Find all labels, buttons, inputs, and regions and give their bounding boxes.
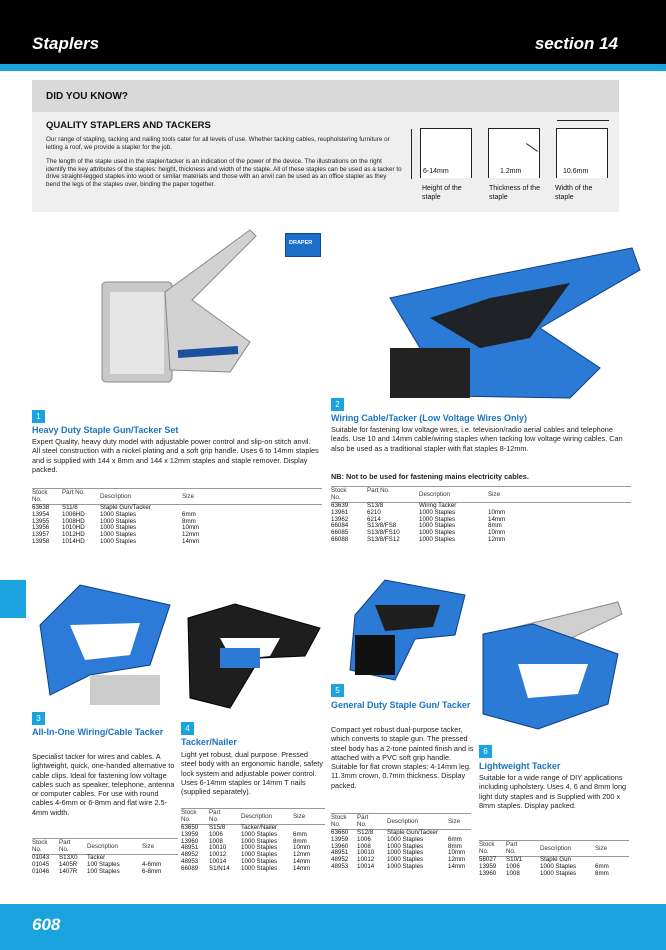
- col-description: Description: [241, 813, 272, 820]
- product-6-table: [479, 840, 629, 877]
- draper-expert-logo: [285, 233, 321, 257]
- col-stock: Stock No.: [479, 841, 495, 855]
- table-row: 13959 1006 1000 Staples 6mm: [331, 835, 462, 843]
- staple-height-caption: Height of the staple: [422, 185, 462, 201]
- col-description: Description: [87, 843, 118, 850]
- table-header: [181, 809, 325, 825]
- product-1-table: [32, 488, 322, 546]
- staple-height-value: 6-14mm: [423, 168, 449, 175]
- table-row: 66085 S13/8/FS10 1000 Staples 10mm: [331, 529, 506, 537]
- col-description: Description: [540, 845, 571, 852]
- table-row: 13954 1006HD 1000 Staples 6mm: [32, 510, 196, 518]
- product-2-table: [331, 486, 631, 544]
- general-duty-staple-gun-image: [345, 575, 475, 685]
- table-row: 48953 10014 1000 Staples 14mm: [331, 862, 466, 870]
- table-header: [32, 489, 322, 505]
- product-6-description: Suitable for a wide range of DIY applications including upholstery. Uses 4, 6 and 8mm long light duty staples and is Supplied with 200 x 8mm staples. Display packed.: [479, 773, 627, 810]
- col-size: Size: [293, 813, 306, 820]
- table-row: 63638 S11/8 Staple Gun/Tacker: [32, 504, 151, 511]
- col-stock: Stock No.: [331, 814, 347, 828]
- tacker-nailer-image: [180, 598, 330, 718]
- table-row: 13960 1008 1000 Staples 8mm: [479, 869, 609, 877]
- table-row: 48953 10014 1000 Staples 14mm: [181, 857, 311, 865]
- col-part: Part No.: [357, 814, 369, 828]
- staple-width-caption: Width of the staple: [555, 185, 593, 201]
- product-5-title: General Duty Staple Gun/ Tacker: [331, 700, 471, 710]
- table-header: [479, 841, 629, 857]
- staple-thickness-caption: Thickness of the staple: [489, 185, 540, 201]
- col-part: Part No.: [506, 841, 518, 855]
- section-label: section 14: [534, 34, 618, 53]
- product-2-note: NB: Not to be used for fastening mains electricity cables.: [331, 472, 529, 481]
- page-number: 608: [32, 915, 61, 934]
- table-row: 48952 10012 1000 Staples 12mm: [331, 856, 466, 864]
- table-row: 13957 1012HD 1000 Staples 12mm: [32, 531, 200, 539]
- table-header: [331, 814, 471, 830]
- quality-heading: QUALITY STAPLERS AND TACKERS: [46, 120, 211, 131]
- col-description: Description: [387, 818, 418, 825]
- col-size: Size: [182, 493, 195, 500]
- product-1-number: 1: [32, 410, 45, 423]
- table-row: 01045 1405R 100 Staples 4-6mm: [32, 860, 162, 868]
- product-2-description: Suitable for fastening low voltage wires, i.e. television/radio aerial cables and telephone leads. Use 10 and 14mm cable/wiring staples when tacking low voltage wiring cables. Can also be used as a traditional stapler with flat staples 8-12mm.: [331, 425, 623, 453]
- header-accent-line: [0, 64, 666, 71]
- col-description: Description: [419, 491, 450, 498]
- col-stock: Stock No.: [331, 487, 347, 501]
- product-6-title: Lightweight Tacker: [479, 761, 561, 771]
- logo-text: DRAPER: [289, 240, 313, 246]
- product-4-table: [181, 808, 325, 873]
- wiring-cable-tacker-image: [370, 238, 645, 403]
- section-side-tab: [0, 580, 26, 618]
- product-3-description: Specialist tacker for wires and cables. A lightweight, quick, one-handed alternative to cable clips. Ideal for fastening low voltage cables such as speaker, telephone, antenna or computer cables. For use with round cables 4-6mm or 6-8mm and flat wire 2.5-4mm width.: [32, 752, 175, 817]
- product-2-number: 2: [331, 398, 344, 411]
- col-description: Description: [100, 493, 131, 500]
- col-size: Size: [595, 845, 608, 852]
- table-row: 13960 1008 1000 Staples 8mm: [181, 837, 307, 845]
- table-row: 48951 10010 1000 Staples 10mm: [181, 844, 311, 852]
- table-row: 13956 1010HD 1000 Staples 10mm: [32, 524, 200, 532]
- table-row: 13961 6210 1000 Staples 10mm: [331, 508, 506, 516]
- table-row: 56027 S10/1 Staple Gun: [479, 856, 571, 863]
- col-part: Part No.: [62, 489, 85, 496]
- product-1-description: Expert Quality, heavy duty model with adjustable power control and slip-on stitch anvil. All steel construction with a nickel plating and a soft grip handle. Uses 6 to 14mm staples and is supplied with 144 x 8mm and 144 x 12mm staples and staple remover. Display packed.: [32, 437, 319, 474]
- col-part: Part No.: [367, 487, 390, 494]
- product-6-number: 6: [479, 745, 492, 758]
- intro-paragraph: Our range of stapling, tacking and nailing tools cater for all levels of use. Whether tacking cables, reupholstering furniture or letting a roof, we provide a stapler for the job.: [46, 136, 390, 151]
- product-2-title: Wiring Cable/Tacker (Low Voltage Wires Only): [331, 413, 528, 423]
- product-4-number: 4: [181, 722, 194, 735]
- col-size: Size: [142, 843, 155, 850]
- table-row: 01043 S13X0 Tacker: [32, 854, 106, 861]
- table-row: 63639 S13/8 Wiring Tacker: [331, 502, 457, 509]
- table-row: 63650 S15/8 Tacker/Nailer: [181, 824, 278, 831]
- table-row: 13958 1014HD 1000 Staples 14mm: [32, 537, 200, 545]
- page-title: Staplers: [32, 34, 100, 53]
- col-size: Size: [488, 491, 501, 498]
- table-row: 13959 1006 1000 Staples 6mm: [479, 862, 609, 870]
- col-part: Part No.: [59, 839, 71, 853]
- table-row: 66084 S13/8/FS8 1000 Staples 8mm: [331, 522, 502, 530]
- col-stock: Stock No.: [32, 839, 48, 853]
- all-in-one-tacker-image: [30, 565, 180, 710]
- product-3-number: 3: [32, 712, 45, 725]
- col-size: Size: [448, 818, 461, 825]
- table-row: 13959 1006 1000 Staples 6mm: [181, 830, 307, 838]
- table-row: 13962 6214 1000 Staples 14mm: [331, 515, 506, 523]
- table-header: [32, 839, 178, 855]
- product-1-title: Heavy Duty Staple Gun/Tacker Set: [32, 425, 179, 435]
- table-row: 01046 1407R 100 Staples 6-8mm: [32, 867, 162, 875]
- product-4-description: Light yet robust, dual purpose. Pressed steel body with an ergonomic handle, safety lock system and adjustable power control. Uses 6-14mm staples or 14mm T nails (supplied separately).: [181, 750, 323, 797]
- product-3-title: All-In-One Wiring/Cable Tacker: [32, 727, 164, 737]
- table-row: 66089 S1/N14 1000 Staples 14mm: [181, 864, 311, 872]
- col-stock: Stock No.: [181, 809, 197, 823]
- table-row: 13960 1008 1000 Staples 8mm: [331, 842, 462, 850]
- page-header: [0, 0, 666, 64]
- staple-width-value: 10.6mm: [563, 168, 589, 175]
- col-part: Part No.: [209, 809, 221, 823]
- lightweight-tacker-image: [478, 594, 633, 734]
- did-you-know-header: [32, 80, 619, 112]
- table-row: 13955 1008HD 1000 Staples 8mm: [32, 517, 196, 525]
- heavy-duty-staple-gun-image: [80, 222, 270, 392]
- product-3-table: [32, 838, 178, 875]
- product-5-description: Compact yet robust dual-purpose tacker, which converts to staple gun. The pressed steel body has a 2-tone painted finish and is attached with a PVC soft grip handle. Suitable for flat crown staples: 4-14mm leg. 11.3mm crown, 0.7mm thickness. Display packed.: [331, 725, 474, 790]
- table-header: [331, 487, 631, 503]
- col-stock: Stock No.: [32, 489, 48, 503]
- product-5-table: [331, 813, 471, 871]
- product-4-title: Tacker/Nailer: [181, 737, 237, 747]
- table-row: 48952 10012 1000 Staples 12mm: [181, 851, 311, 859]
- table-row: 66088 S13/8/FS12 1000 Staples 12mm: [331, 535, 506, 543]
- staple-length-paragraph: The length of the staple used in the stapler/tacker is an indication of the power of the device. The illustrations on the right identify the key attributes of the staples: height, thickness and width of the staple. All of these staples can be used as a tacker to drive straight-legged staples into wood or similar materials and those with an anvil can be used as an office stapler as they bend the legs of the staples over, binding the paper together.: [46, 158, 402, 188]
- page-footer: [0, 904, 666, 950]
- staple-thickness-value: 1.2mm: [500, 168, 522, 175]
- table-row: 63660 S12/8 Staple Gun/Tacker: [331, 829, 438, 836]
- table-row: 48951 10010 1000 Staples 10mm: [331, 849, 466, 857]
- did-you-know-heading: DID YOU KNOW?: [46, 91, 129, 102]
- product-5-number: 5: [331, 684, 344, 697]
